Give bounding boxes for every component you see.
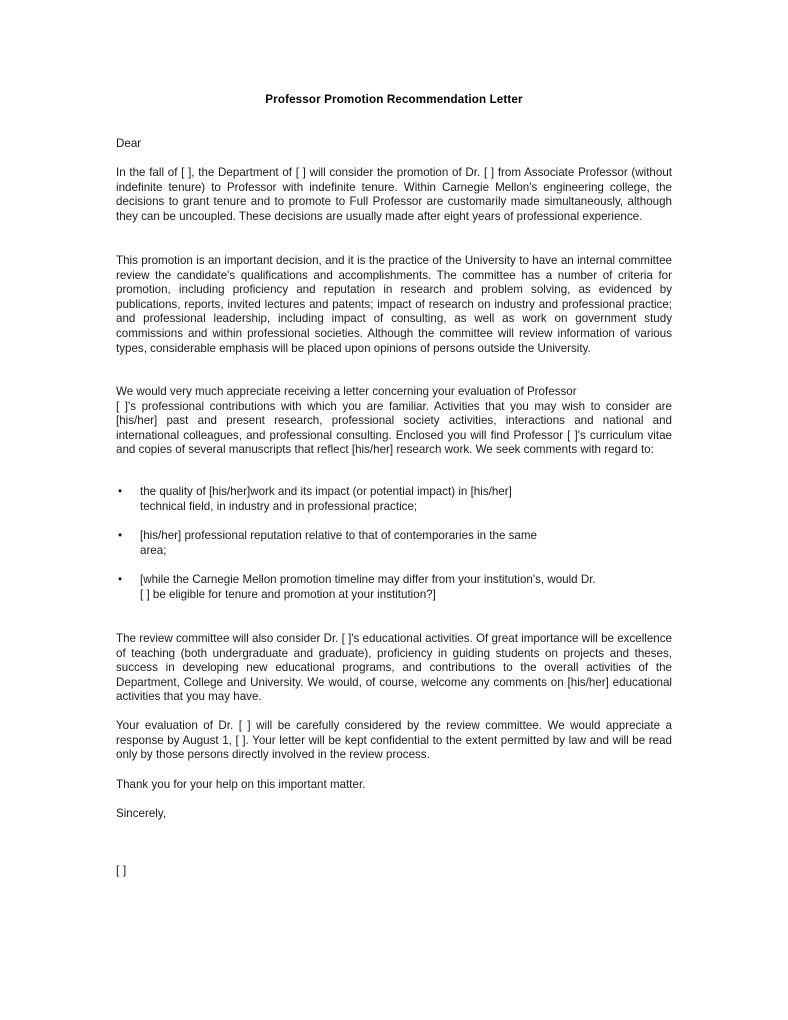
list-item-line: [his/her] professional reputation relative to that of contemporaries in the same [140,529,537,543]
signature-name-placeholder: [ ] [116,864,127,877]
bullet-point-icon: • [118,529,123,543]
criteria-bullet-list [116,485,672,616]
paragraph-response-deadline: Your evaluation of Dr. [ ] will be carefully considered by the review committee. We would appreciate a response by August 1, [ ]. Your letter will be kept confidential to the extent permitted by law and will be read only by those persons directly involved in the review process. [116,719,672,762]
paragraph-committee-criteria: This promotion is an important decision, and it is the practice of the University to have an internal committee review the candidate's qualifications and accomplishments. The committee has a number of criteria for promotion, including proficiency and reputation in research and problem solving, as evidenced by publications, reports, invited lectures and patents; impact of research on industry and professional practice; and professional leadership, including impact of consulting, as well as work on government study commissions and within professional societies. Although the committee will review information of various types, considerable emphasis will be placed upon opinions of persons outside the University. [116,254,672,355]
list-item-text [140,529,672,558]
paragraph-request-lead: We would very much appreciate receiving a letter concerning your evaluation of Professor [116,385,577,398]
sincerely-line: Sincerely, [116,807,167,820]
list-item [116,485,672,514]
thank-you-line: Thank you for your help on this important matter. [116,778,366,791]
bullet-point-icon: • [118,485,123,498]
list-item [116,529,672,558]
list-item [116,573,672,602]
paragraph-request-rest: [ ]'s professional contributions with which you are familiar. Activities that you may wish to consider are [his/her] past and present research, professional society activities, interactions and national and international colleagues, and professional consulting. Enclosed you will find Professor [ ]'s curriculum vitae and copies of several manuscripts that reflect [his/her] research work. We seek comments with regard to: [116,399,672,457]
paragraph-request [116,385,672,458]
list-item-line: [while the Carnegie Mellon promotion timeline may differ from your institution's, would Dr. [140,573,596,587]
list-item-line: [ ] be eligible for tenure and promotion at your institution?] [140,587,436,601]
page-title: Professor Promotion Recommendation Letter [265,93,523,106]
list-item-text [140,573,672,602]
bullet-point-icon: • [118,573,123,587]
list-item-line: technical field, in industry and in professional practice; [140,499,418,513]
list-item-text [140,485,672,514]
list-item-line: the quality of [his/her]work and its impact (or potential impact) in [his/her] [140,485,512,498]
salutation-line: Dear [116,137,142,150]
paragraph-educational-activities: The review committee will also consider Dr. [ ]'s educational activities. Of great importance will be excellence of teaching (both undergraduate and graduate), proficiency in guiding students on projects and theses, success in developing new educational programs, and contributions to the overall activities of the Department, College and University. We would, of course, welcome any comments on [his/her] educational activities that you may have. [116,632,672,704]
paragraph-opening: In the fall of [ ], the Department of [ ] will consider the promotion of Dr. [ ] from Associate Professor (without indefinite tenure) to Professor with indefinite tenure. Within Carnegie Mellon's engineering college, the decisions to grant tenure and to promote to Full Professor are customarily made simultaneously, although they can be uncoupled. These decisions are usually made after eight years of professional experience. [116,166,672,223]
list-item-line: area; [140,543,167,557]
